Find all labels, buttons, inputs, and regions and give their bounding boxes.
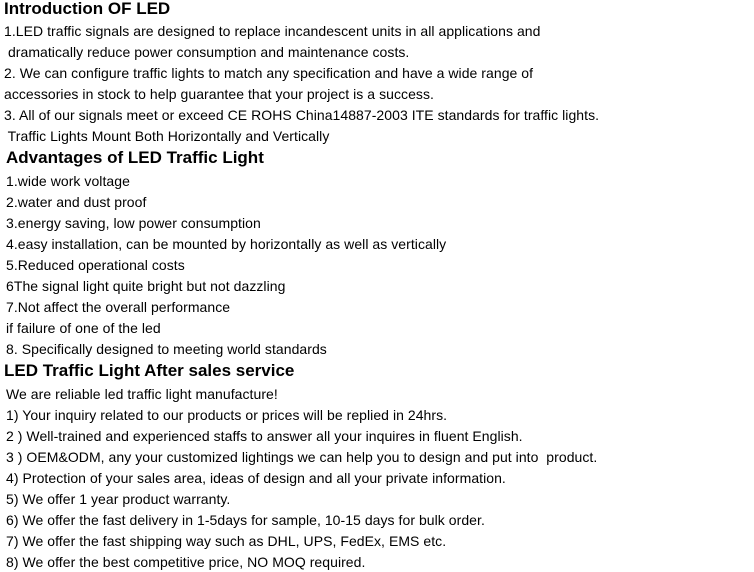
advantage-item: 3.energy saving, low power consumption	[6, 215, 261, 231]
intro-line: Traffic Lights Mount Both Horizontally and Vertically	[4, 128, 330, 144]
advantage-item: 1.wide work voltage	[6, 173, 130, 189]
service-item: 3 ) OEM&ODM, any your customized lightings we can help you to design and put into product.	[6, 449, 598, 465]
section-heading-advantages: Advantages of LED Traffic Light	[6, 148, 264, 167]
intro-line: accessories in stock to help guarantee that your project is a success.	[4, 86, 434, 102]
service-item: 4) Protection of your sales area, ideas of design and all your private information.	[6, 470, 506, 486]
service-item: 1) Your inquiry related to our products or prices will be replied in 24hrs.	[6, 407, 448, 423]
intro-line: dramatically reduce power consumption and maintenance costs.	[4, 44, 410, 60]
advantage-item: 2.water and dust proof	[6, 194, 147, 210]
section-heading-introduction: Introduction OF LED	[4, 0, 171, 18]
service-item: 7) We offer the fast shipping way such as DHL, UPS, FedEx, EMS etc.	[6, 533, 447, 549]
advantage-item: if failure of one of the led	[6, 320, 161, 336]
service-item: 8) We offer the best competitive price, NO MOQ required.	[6, 554, 366, 570]
intro-line: 3. All of our signals meet or exceed CE ROHS China14887-2003 ITE standards for traffic lights.	[4, 107, 600, 123]
intro-line: 1.LED traffic signals are designed to replace incandescent units in all applications and	[4, 23, 541, 39]
service-item: 2 ) Well-trained and experienced staffs to answer all your inquires in fluent English.	[6, 428, 523, 444]
service-line: We are reliable led traffic light manufacture!	[6, 386, 278, 402]
advantage-item: 6The signal light quite bright but not dazzling	[6, 278, 286, 294]
advantage-item: 7.Not affect the overall performance	[6, 299, 231, 315]
advantage-item: 4.easy installation, can be mounted by horizontally as well as vertically	[6, 236, 447, 252]
intro-line: 2. We can configure traffic lights to match any specification and have a wide range of	[4, 65, 534, 81]
advantage-item: 5.Reduced operational costs	[6, 257, 185, 273]
section-heading-after-sales: LED Traffic Light After sales service	[4, 361, 295, 380]
advantage-item: 8. Specifically designed to meeting world standards	[6, 341, 327, 357]
service-item: 5) We offer 1 year product warranty.	[6, 491, 231, 507]
service-item: 6) We offer the fast delivery in 1-5days for sample, 10-15 days for bulk order.	[6, 512, 485, 528]
